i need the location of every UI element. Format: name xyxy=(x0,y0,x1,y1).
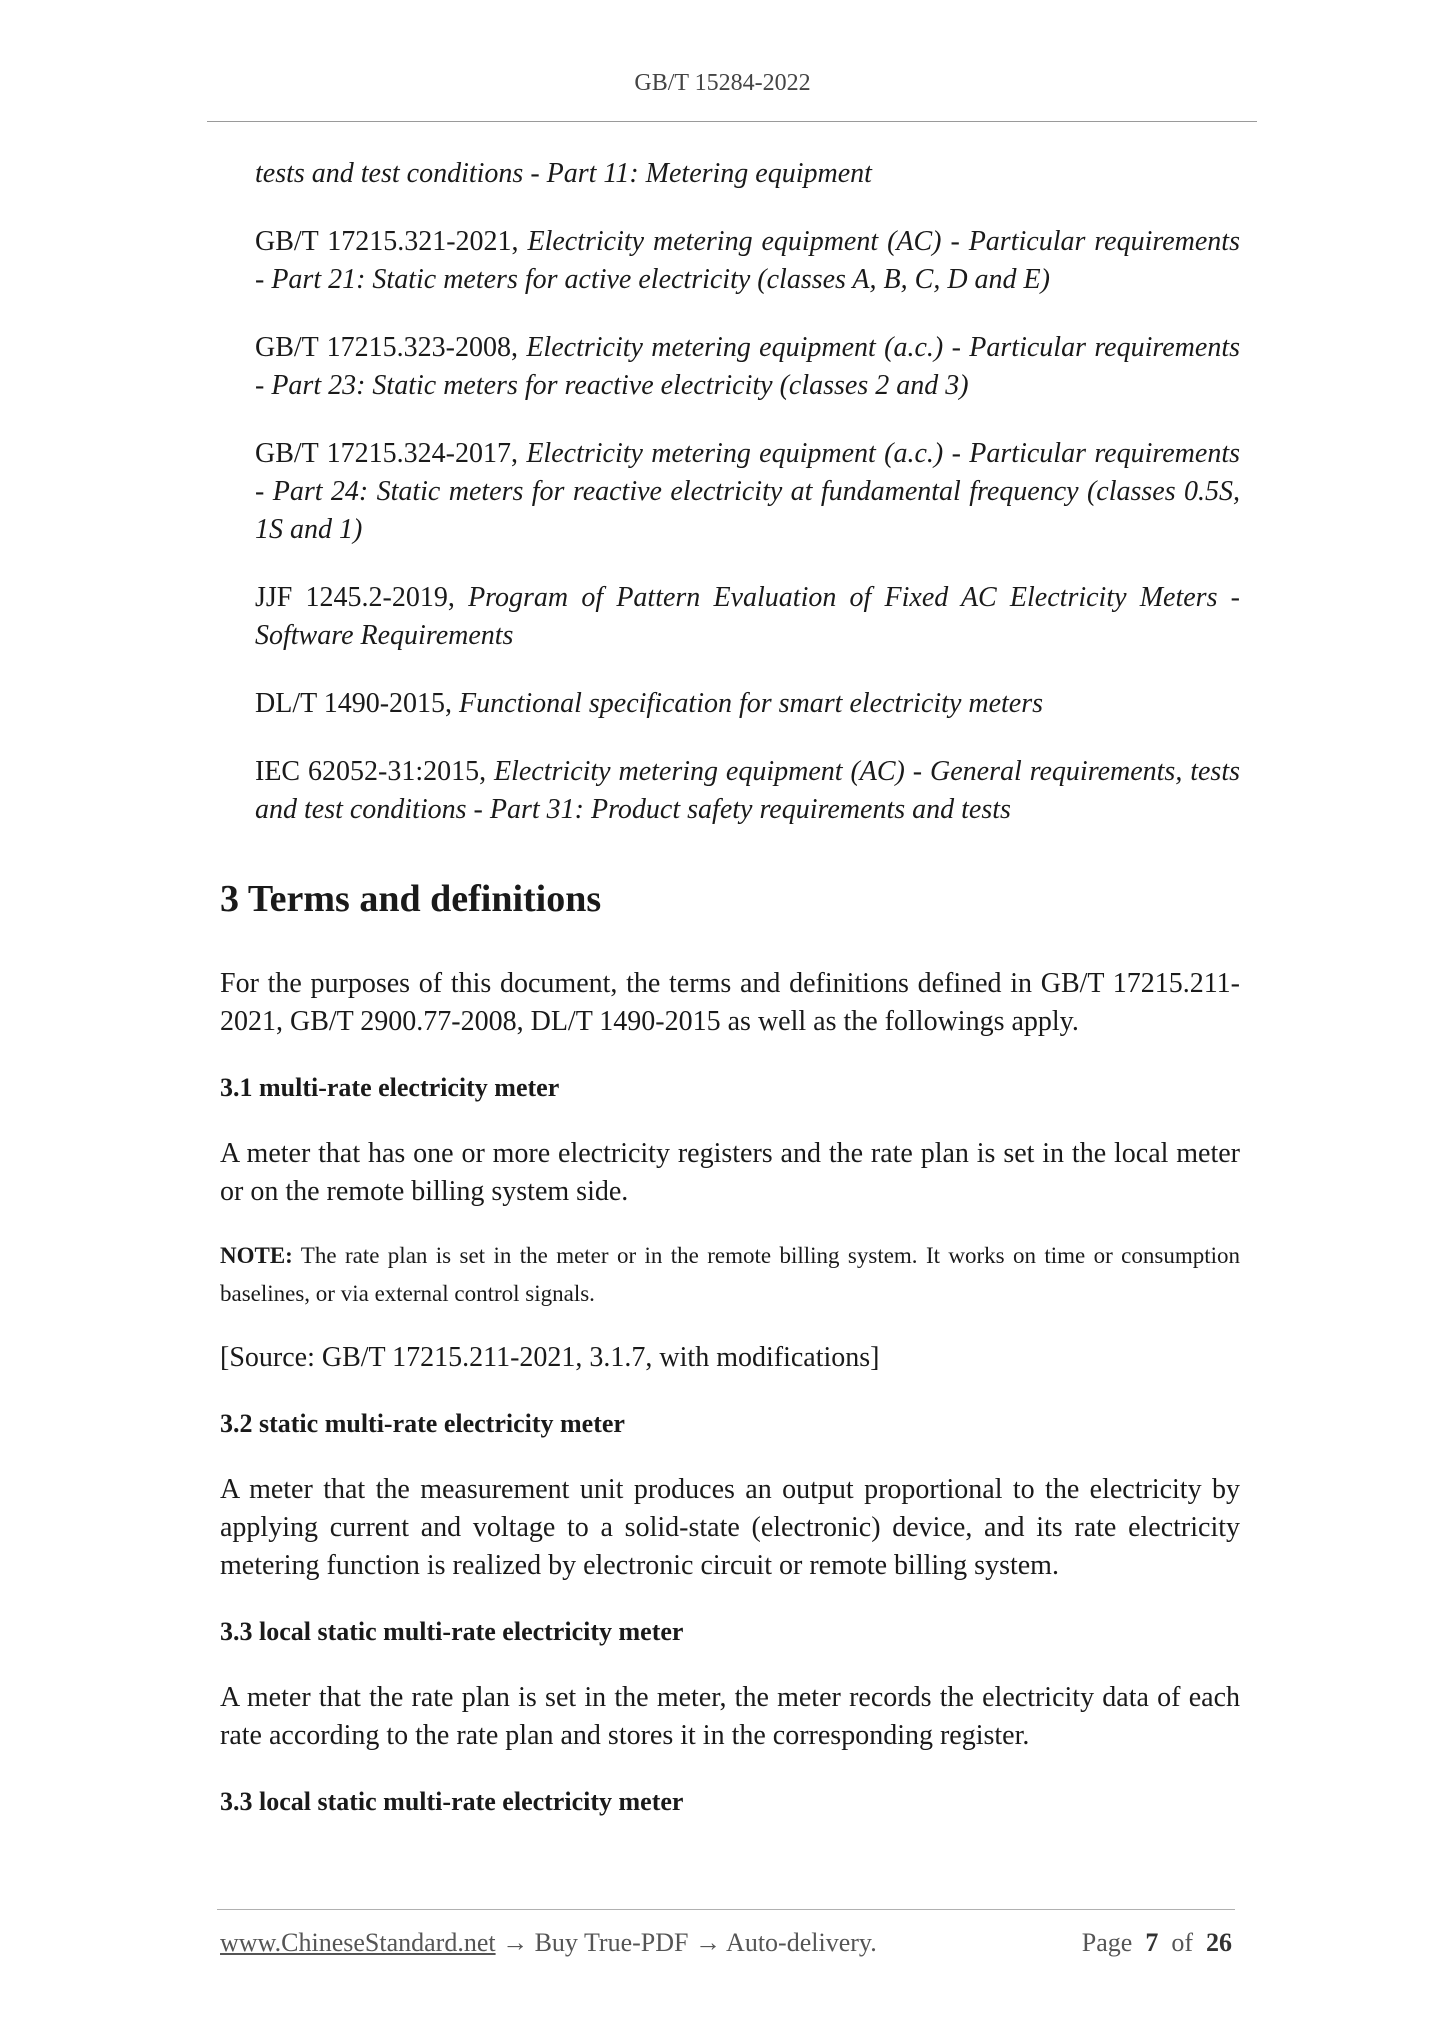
term-definition-3-1: A meter that has one or more electricity registers and the rate plan is set in the local meter or on the remote billing system side. xyxy=(220,1138,1240,1207)
page-number xyxy=(1082,1928,1232,1958)
reference-code: GB/T 17215.324-2017, xyxy=(255,438,527,469)
reference-code: DL/T 1490-2015, xyxy=(255,688,460,719)
website-link[interactable]: www.ChineseStandard.net xyxy=(220,1928,496,1957)
page-header-title: GB/T 15284-2022 xyxy=(634,70,811,96)
reference-item xyxy=(255,753,1240,829)
reference-title: Electricity metering equipment (AC) - General requirements, tests and test conditions - Part 31: Product safety requirements and tests xyxy=(255,756,1240,825)
reference-code: IEC 62052-31:2015, xyxy=(255,756,494,787)
term-source-3-1: [Source: GB/T 17215.211-2021, 3.1.7, with modifications] xyxy=(220,1342,880,1373)
footer-divider xyxy=(217,1909,1235,1910)
header-divider xyxy=(207,121,1257,122)
reference-title: Electricity metering equipment (AC) - Particular requirements - Part 21: Static meters for active electricity (classes A, B, C, D and E) xyxy=(255,226,1240,295)
term-heading-3-1: 3.1 multi-rate electricity meter xyxy=(220,1073,560,1102)
page-of-label: of xyxy=(1171,1928,1193,1957)
normative-references-list xyxy=(255,155,1240,829)
reference-item xyxy=(255,579,1240,655)
document-body xyxy=(220,155,1240,1849)
footer-promo-text: → Buy True-PDF → Auto-delivery. xyxy=(495,1928,877,1957)
term-heading-3-3: 3.3 local static multi-rate electricity meter xyxy=(220,1617,684,1646)
reference-title: Program of Pattern Evaluation of Fixed AC Electricity Meters - Software Requirements xyxy=(255,582,1240,651)
reference-title: tests and test conditions - Part 11: Metering equipment xyxy=(255,158,872,189)
page-label: Page xyxy=(1081,1928,1133,1957)
reference-item xyxy=(255,223,1240,299)
reference-code: GB/T 17215.323-2008, xyxy=(255,332,527,363)
page-footer xyxy=(220,1928,1232,1958)
term-heading-3-2: 3.2 static multi-rate electricity meter xyxy=(220,1409,625,1438)
reference-item xyxy=(255,155,1240,193)
term-heading-3-3-repeat: 3.3 local static multi-rate electricity meter xyxy=(220,1787,684,1816)
term-definition-3-2: A meter that the measurement unit produces an output proportional to the electricity by applying current and voltage to a solid-state (electronic) device, and its rate electricity metering function is realized by electronic circuit or remote billing system. xyxy=(220,1474,1240,1581)
footer-promo xyxy=(220,1928,877,1958)
reference-code: JJF 1245.2-2019, xyxy=(255,582,469,613)
reference-title: Electricity metering equipment (a.c.) - Particular requirements - Part 23: Static meters for reactive electricity (classes 2 and 3) xyxy=(255,332,1240,401)
reference-code: GB/T 17215.321-2021, xyxy=(255,226,528,257)
section-heading: 3 Terms and definitions xyxy=(220,878,602,920)
page-current: 7 xyxy=(1145,1928,1159,1957)
page-total: 26 xyxy=(1206,1928,1232,1957)
reference-item xyxy=(255,685,1240,723)
note-text: The rate plan is set in the meter or in the remote billing system. It works on time or consumption baselines, or via external control signals. xyxy=(220,1243,1240,1306)
reference-item xyxy=(255,435,1240,549)
reference-title: Electricity metering equipment (a.c.) - Particular requirements - Part 24: Static meters for reactive electricity at fundamental frequency (classes 0.5S, 1S and 1) xyxy=(255,438,1240,545)
note-label: NOTE: xyxy=(220,1243,293,1268)
section-intro: For the purposes of this document, the terms and definitions defined in GB/T 17215.211-2021, GB/T 2900.77-2008, DL/T 1490-2015 as well as the followings apply. xyxy=(220,968,1240,1037)
term-note-3-1 xyxy=(220,1237,1240,1313)
term-definition-3-3: A meter that the rate plan is set in the meter, the meter records the electricity data of each rate according to the rate plan and stores it in the corresponding register. xyxy=(220,1682,1240,1751)
reference-item xyxy=(255,329,1240,405)
reference-title: Functional specification for smart electricity meters xyxy=(459,688,1044,719)
